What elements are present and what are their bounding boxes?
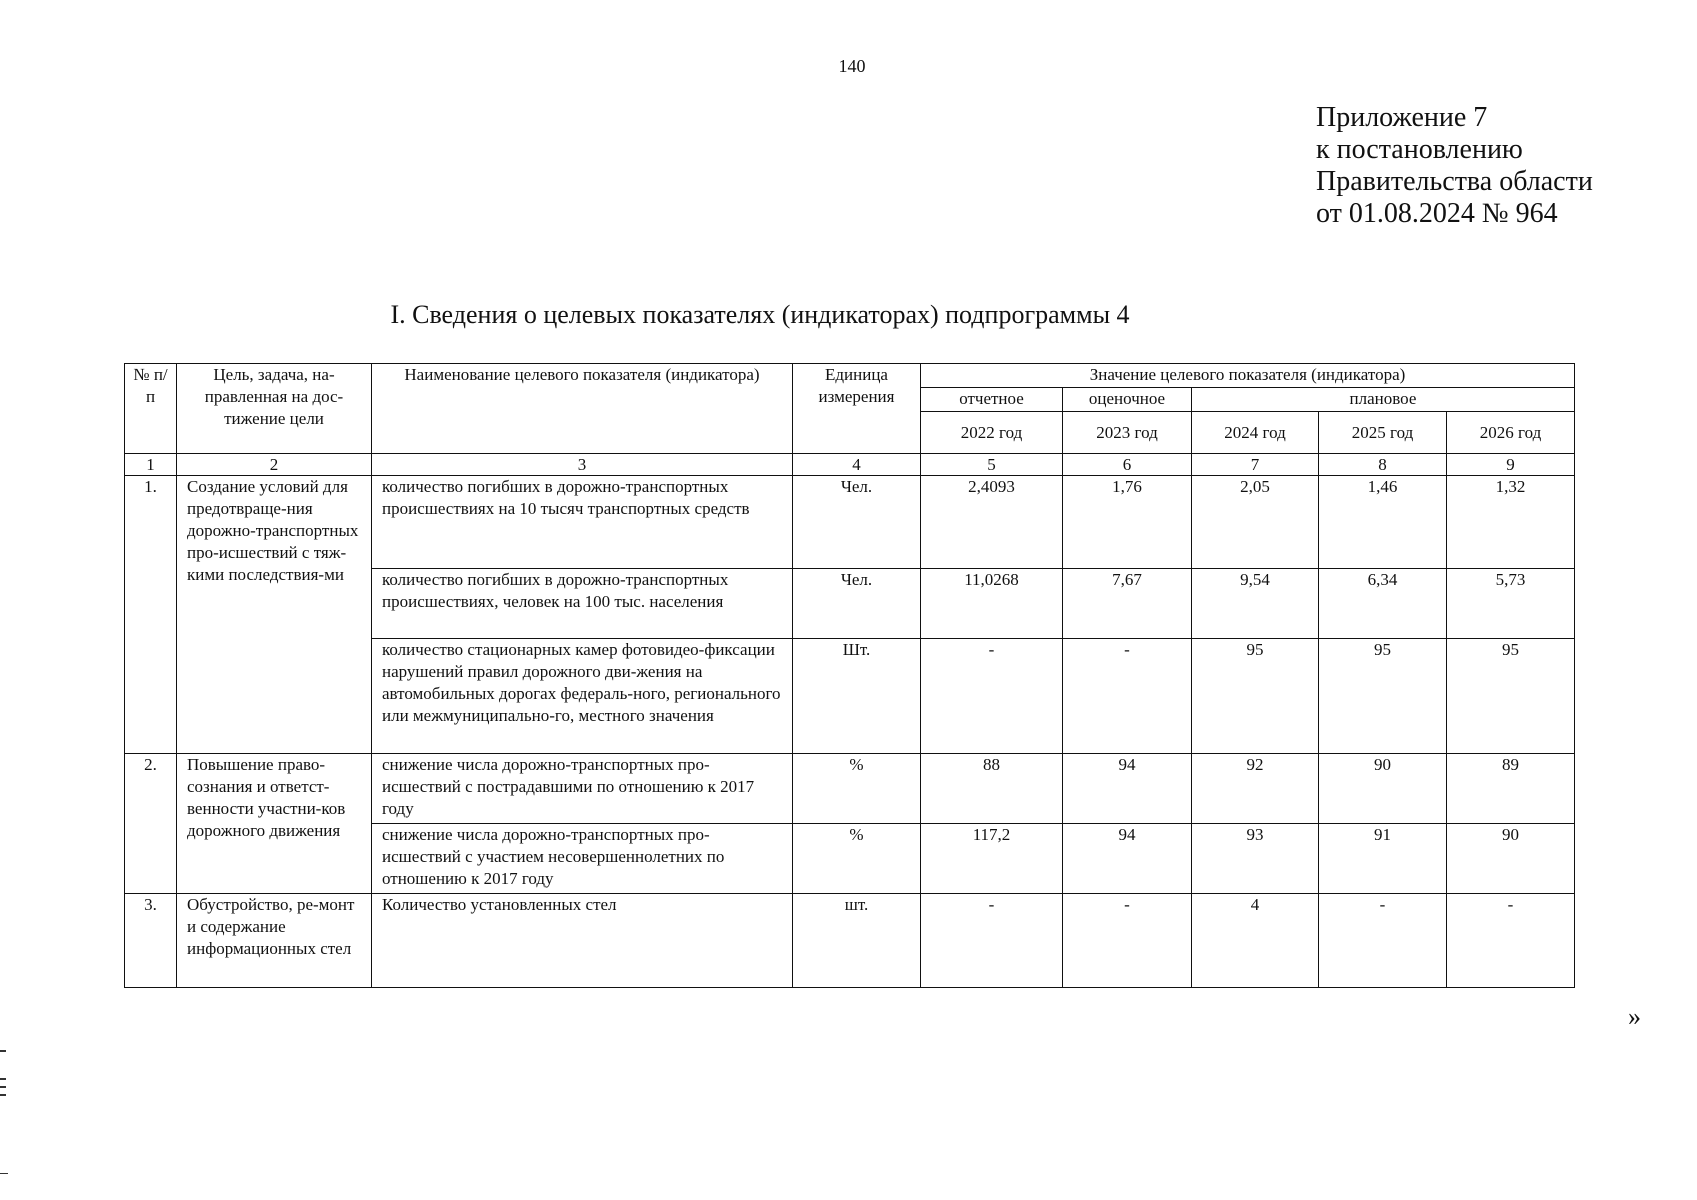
header-year-2022: 2022 год bbox=[921, 412, 1063, 454]
header-name: Наименование целевого показателя (индикатора) bbox=[372, 364, 793, 454]
header-estimated: оценочное bbox=[1063, 388, 1192, 412]
value-2022: 11,0268 bbox=[921, 569, 1063, 639]
scan-margin-mark bbox=[0, 1173, 8, 1174]
unit-cell: % bbox=[793, 824, 921, 894]
goal-cell: Создание условий для предотвраще-ния дорожно-транспортных про-исшествий с тяж-кими последствия-ми bbox=[177, 476, 372, 754]
header-year-2023: 2023 год bbox=[1063, 412, 1192, 454]
value-2022: - bbox=[921, 639, 1063, 754]
page-number: 140 bbox=[838, 56, 866, 76]
appendix-line-1: Приложение 7 bbox=[1316, 102, 1488, 133]
appendix-line-3: Правительства области bbox=[1316, 166, 1593, 197]
column-number: 5 bbox=[921, 454, 1063, 476]
value-2022: 117,2 bbox=[921, 824, 1063, 894]
value-2023: - bbox=[1063, 894, 1192, 988]
scan-margin-mark bbox=[0, 1086, 6, 1088]
column-number: 8 bbox=[1319, 454, 1447, 476]
scan-margin-mark bbox=[0, 1050, 6, 1052]
column-number: 1 bbox=[125, 454, 177, 476]
column-number: 7 bbox=[1192, 454, 1319, 476]
unit-cell: Чел. bbox=[793, 476, 921, 569]
goal-cell: Обустройство, ре-монт и содержание информационных стел bbox=[177, 894, 372, 988]
document-title: I. Сведения о целевых показателях (индикаторах) подпрограммы 4 bbox=[390, 300, 1130, 329]
row-number: 2. bbox=[125, 754, 177, 894]
value-2026: 90 bbox=[1447, 824, 1575, 894]
goal-cell: Повышение право-сознания и ответст-венности участни-ков дорожного движения bbox=[177, 754, 372, 894]
value-2025: 91 bbox=[1319, 824, 1447, 894]
column-number-row bbox=[125, 454, 1575, 476]
closing-quote: » bbox=[1628, 1002, 1641, 1031]
header-num: № п/п bbox=[125, 364, 177, 454]
table-row bbox=[125, 754, 1575, 824]
value-2026: 89 bbox=[1447, 754, 1575, 824]
value-2023: 7,67 bbox=[1063, 569, 1192, 639]
indicator-name: количество погибших в дорожно-транспортных происшествиях на 10 тысяч транспортных средств bbox=[372, 476, 793, 569]
value-2026: 1,32 bbox=[1447, 476, 1575, 569]
indicator-name: Количество установленных стел bbox=[372, 894, 793, 988]
indicator-name: количество погибших в дорожно-транспортных происшествиях, человек на 100 тыс. населения bbox=[372, 569, 793, 639]
value-2022: 2,4093 bbox=[921, 476, 1063, 569]
unit-cell: Чел. bbox=[793, 569, 921, 639]
value-2026: 5,73 bbox=[1447, 569, 1575, 639]
value-2024: 95 bbox=[1192, 639, 1319, 754]
value-2025: 95 bbox=[1319, 639, 1447, 754]
indicator-name: снижение числа дорожно-транспортных про-исшествий с участием несовершеннолетних по отношению к 2017 году bbox=[372, 824, 793, 894]
appendix-line-4: от 01.08.2024 № 964 bbox=[1316, 198, 1558, 229]
appendix-line-2: к постановлению bbox=[1316, 134, 1523, 165]
header-year-2025: 2025 год bbox=[1319, 412, 1447, 454]
value-2024: 2,05 bbox=[1192, 476, 1319, 569]
unit-cell: % bbox=[793, 754, 921, 824]
table-body bbox=[125, 454, 1575, 988]
scan-margin-mark bbox=[0, 1094, 6, 1096]
column-number: 2 bbox=[177, 454, 372, 476]
header-planned: плановое bbox=[1192, 388, 1575, 412]
value-2025: 90 bbox=[1319, 754, 1447, 824]
header-year-2026: 2026 год bbox=[1447, 412, 1575, 454]
value-2023: - bbox=[1063, 639, 1192, 754]
value-2023: 94 bbox=[1063, 754, 1192, 824]
value-2026: 95 bbox=[1447, 639, 1575, 754]
column-number: 4 bbox=[793, 454, 921, 476]
header-year-2024: 2024 год bbox=[1192, 412, 1319, 454]
indicator-name: количество стационарных камер фотовидео-фиксации нарушений правил дорожного дви-жения на автомобильных дорогах федераль-ного, регионального или межмуниципально-го, местного значения bbox=[372, 639, 793, 754]
value-2023: 1,76 bbox=[1063, 476, 1192, 569]
row-number: 1. bbox=[125, 476, 177, 754]
value-2024: 93 bbox=[1192, 824, 1319, 894]
header-reported: отчетное bbox=[921, 388, 1063, 412]
value-2024: 9,54 bbox=[1192, 569, 1319, 639]
header-unit: Единица измерения bbox=[793, 364, 921, 454]
indicator-name: снижение числа дорожно-транспортных про-исшествий с пострадавшими по отношению к 2017 году bbox=[372, 754, 793, 824]
header-goal: Цель, задача, на-правленная на дос-тижение цели bbox=[177, 364, 372, 454]
row-number: 3. bbox=[125, 894, 177, 988]
value-2026: - bbox=[1447, 894, 1575, 988]
appendix-block bbox=[1316, 102, 1593, 230]
header-value-group: Значение целевого показателя (индикатора) bbox=[921, 364, 1575, 388]
value-2023: 94 bbox=[1063, 824, 1192, 894]
value-2024: 4 bbox=[1192, 894, 1319, 988]
column-number: 6 bbox=[1063, 454, 1192, 476]
value-2022: - bbox=[921, 894, 1063, 988]
value-2025: - bbox=[1319, 894, 1447, 988]
table-row bbox=[125, 894, 1575, 988]
column-number: 3 bbox=[372, 454, 793, 476]
value-2024: 92 bbox=[1192, 754, 1319, 824]
column-number: 9 bbox=[1447, 454, 1575, 476]
unit-cell: шт. bbox=[793, 894, 921, 988]
value-2025: 1,46 bbox=[1319, 476, 1447, 569]
indicators-table bbox=[124, 363, 1575, 988]
table-header bbox=[125, 364, 1575, 454]
unit-cell: Шт. bbox=[793, 639, 921, 754]
value-2025: 6,34 bbox=[1319, 569, 1447, 639]
scan-margin-mark bbox=[0, 1078, 6, 1080]
value-2022: 88 bbox=[921, 754, 1063, 824]
table-row bbox=[125, 476, 1575, 569]
